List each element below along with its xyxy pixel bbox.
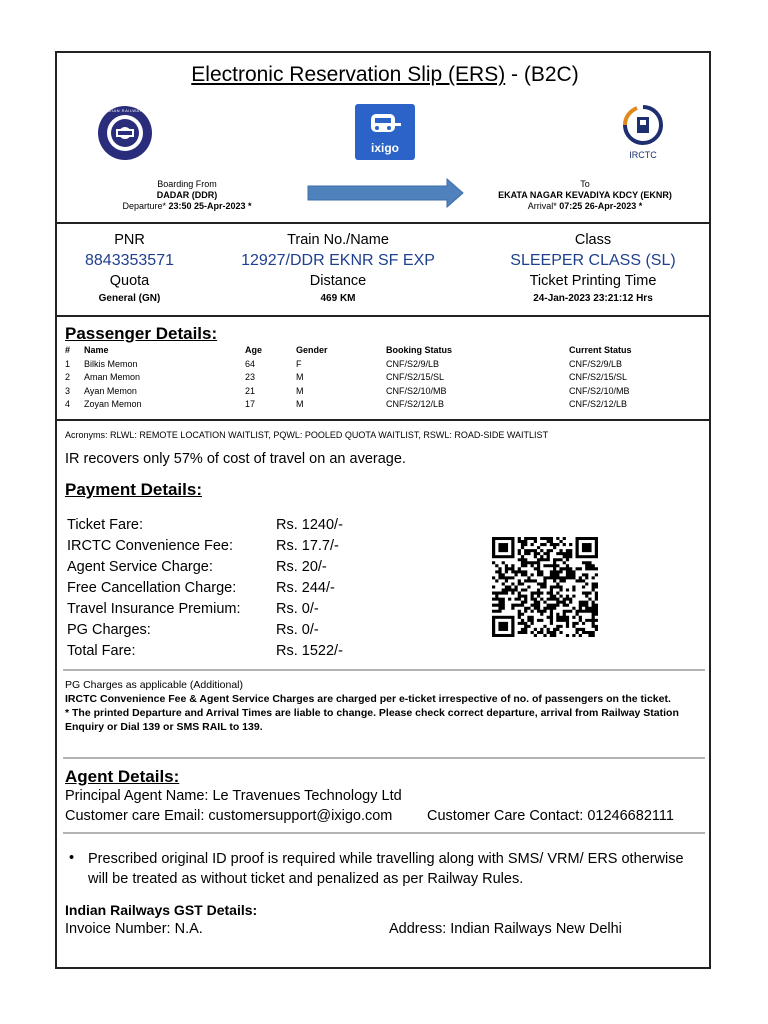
principal-agent: Principal Agent Name: Le Travenues Technology Ltd — [65, 788, 402, 804]
passenger-table — [65, 345, 705, 413]
fee-value: Rs. 1522/- — [276, 643, 343, 659]
print-time-value: 24-Jan-2023 23:21:12 Hrs — [533, 293, 653, 304]
distance-value: 469 KM — [320, 293, 356, 304]
times-note: * The printed Departure and Arrival Times are liable to change. Please check correct departure, arrival from Railway Station Enquiry or Dial 139 or SMS RAIL to 139. — [65, 707, 679, 733]
divider — [57, 419, 709, 421]
fee-label: Total Fare: — [67, 643, 136, 659]
print-time-label: Ticket Printing Time — [529, 273, 657, 289]
divider — [57, 222, 709, 224]
customer-care-contact: Customer Care Contact: 01246682111 — [427, 808, 674, 824]
agent-details-heading: Agent Details: — [65, 767, 180, 786]
class-value: SLEEPER CLASS (SL) — [510, 252, 676, 269]
fee-label: PG Charges: — [67, 622, 151, 638]
fee-label: IRCTC Convenience Fee: — [67, 538, 234, 554]
divider — [63, 757, 705, 759]
id-proof-note: Prescribed original ID proof is required while travelling along with SMS/ VRM/ ERS otherwise will be treated as without ticket and penalized as per Railway Rules. — [88, 851, 684, 887]
divider — [63, 669, 705, 671]
fee-label: Free Cancellation Charge: — [67, 580, 237, 596]
fee-label: Agent Service Charge: — [67, 559, 213, 575]
train-value: 12927/DDR EKNR SF EXP — [241, 252, 435, 269]
page-title: Electronic Reservation Slip (ERS) - (B2C) — [191, 63, 579, 86]
invoice-number: Invoice Number: N.A. — [65, 921, 203, 937]
train-icon — [355, 104, 415, 140]
irctc-logo: IRCTC — [619, 103, 667, 165]
customer-care-email: Customer care Email: customersupport@ixigo.com — [65, 808, 393, 824]
pnr-value: 8843353571 — [85, 252, 174, 269]
passenger-table-header: # Name Age Gender Booking Status Current Status — [65, 345, 632, 355]
cost-note: IR recovers only 57% of cost of travel on an average. — [65, 451, 406, 467]
divider — [63, 832, 705, 834]
fee-value: Rs. 1240/- — [276, 517, 343, 533]
fee-value: Rs. 0/- — [276, 601, 319, 617]
quota-label: Quota — [109, 273, 150, 289]
divider — [57, 315, 709, 317]
fee-label: Ticket Fare: — [67, 517, 144, 533]
bullet-icon: • — [69, 850, 75, 866]
class-label: Class — [574, 232, 612, 248]
table-row: 2 Aman Memon 23 M CNF/S2/15/SL CNF/S2/15/SL — [65, 372, 628, 382]
ticket-frame — [55, 51, 711, 969]
train-label: Train No./Name — [287, 232, 389, 248]
passenger-details-heading: Passenger Details: — [65, 324, 218, 343]
table-row: 4 Zoyan Memon 17 M CNF/S2/12/LB CNF/S2/12/LB — [65, 399, 628, 409]
fee-note: IRCTC Convenience Fee & Agent Service Charges are charged per e-ticket irrespective of no. of passengers on the ticket. — [65, 693, 671, 705]
destination-block: To EKATA NAGAR KEVADIYA KDCY (EKNR) Arrival* 07:25 26-Apr-2023 * — [498, 179, 672, 211]
distance-label: Distance — [309, 273, 367, 289]
fee-label: Travel Insurance Premium: — [67, 601, 241, 617]
fee-value: Rs. 244/- — [276, 580, 335, 596]
pg-note: PG Charges as applicable (Additional) — [65, 679, 244, 691]
qr-code — [492, 537, 598, 637]
quota-value: General (GN) — [98, 293, 161, 304]
gst-address: Address: Indian Railways New Delhi — [389, 921, 622, 937]
gst-heading: Indian Railways GST Details: — [65, 902, 258, 918]
payment-details-heading: Payment Details: — [65, 480, 202, 499]
fee-value: Rs. 17.7/- — [276, 538, 339, 554]
boarding-from-block: Boarding From DADAR (DDR) Departure* 23:50 25-Apr-2023 * — [122, 179, 252, 211]
indian-railways-logo: • INDIAN RAILWAYS • — [94, 105, 156, 161]
notes-block — [65, 678, 705, 734]
table-row: 1 Bilkis Memon 64 F CNF/S2/9/LB CNF/S2/9/LB — [65, 358, 623, 369]
fee-value: Rs. 0/- — [276, 622, 319, 638]
acronyms-note: Acronyms: RLWL: REMOTE LOCATION WAITLIST, PQWL: POOLED QUOTA WAITLIST, RSWL: ROAD-SIDE WAITLIST — [65, 430, 549, 440]
fee-value: Rs. 20/- — [276, 559, 327, 575]
journey-arrow-icon — [307, 177, 465, 209]
ixigo-logo: ixigo — [355, 104, 415, 160]
pnr-label: PNR — [114, 232, 145, 248]
table-row: 3 Ayan Memon 21 M CNF/S2/10/MB CNF/S2/10/MB — [65, 385, 630, 396]
